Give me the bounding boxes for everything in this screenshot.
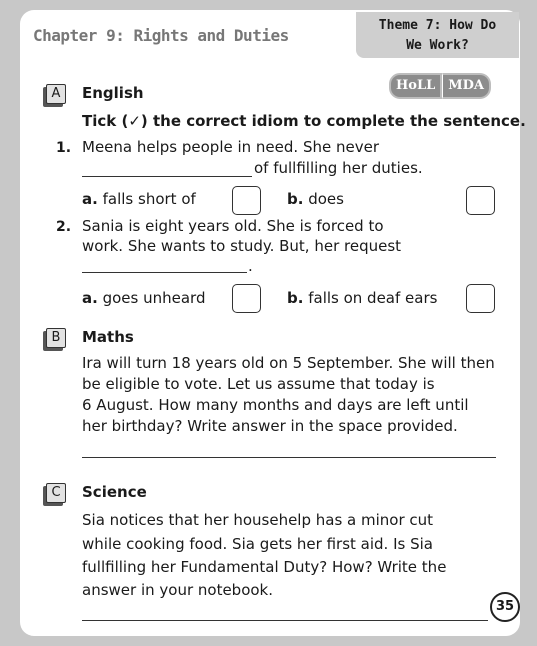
section-b-line-4: her birthday? Write answer in the space provided. — [82, 417, 458, 435]
question-2-line-2: work. She wants to study. But, her request — [82, 237, 402, 255]
question-2-answer-blank — [82, 272, 247, 273]
section-a-letter: A — [46, 84, 66, 104]
section-b-letter: B — [46, 328, 66, 348]
option-b-text: falls on deaf ears — [308, 289, 438, 307]
option-b-letter: b. — [287, 289, 304, 307]
option-a-letter: a. — [82, 190, 98, 208]
section-b-line-1: Ira will turn 18 years old on 5 September. She will then — [82, 354, 495, 372]
section-b-line-3: 6 August. How many months and days are left until — [82, 396, 469, 414]
section-c-title: Science — [82, 483, 147, 501]
holl-badge: HoLL — [389, 73, 442, 99]
question-2-option-a — [82, 289, 206, 307]
question-2-option-b-checkbox[interactable] — [466, 284, 495, 313]
section-c-line-4: answer in your notebook. — [82, 581, 274, 599]
option-b-letter: b. — [287, 190, 304, 208]
question-1-number: 1. — [56, 140, 72, 156]
section-a-instruction: Tick (✓) the correct idiom to complete the sentence. — [82, 112, 526, 130]
section-c-answer-line — [82, 620, 488, 621]
question-1-option-a-checkbox[interactable] — [232, 186, 261, 215]
option-a-text: falls short of — [102, 190, 196, 208]
mda-badge: MDA — [442, 73, 491, 99]
question-1-option-a — [82, 190, 196, 208]
theme-line-1: Theme 7: How Do — [378, 18, 497, 33]
section-c-letter: C — [46, 483, 66, 503]
question-1-line-1: Meena helps people in need. She never — [82, 138, 379, 156]
question-1-answer-blank — [82, 176, 252, 177]
section-b-title: Maths — [82, 328, 134, 346]
question-1-option-b — [287, 190, 344, 208]
option-a-letter: a. — [82, 289, 98, 307]
option-a-text: goes unheard — [102, 289, 206, 307]
theme-line-2: We Work? — [406, 38, 469, 53]
section-a-title: English — [82, 84, 144, 102]
badge-group — [389, 73, 491, 99]
question-2-line-3: . — [248, 257, 253, 275]
question-2-line-1: Sania is eight years old. She is forced to — [82, 217, 384, 235]
section-b-line-2: be eligible to vote. Let us assume that today is — [82, 375, 435, 393]
question-2-option-a-checkbox[interactable] — [232, 284, 261, 313]
question-1-line-2: of fullfilling her duties. — [254, 159, 423, 177]
section-b-answer-line — [82, 457, 496, 458]
question-1-option-b-checkbox[interactable] — [466, 186, 495, 215]
question-2-number: 2. — [56, 219, 72, 235]
theme-label — [356, 12, 519, 58]
chapter-title: Chapter 9: Rights and Duties — [33, 26, 289, 45]
section-c-line-2: while cooking food. Sia gets her first aid. Is Sia — [82, 535, 433, 553]
section-c-line-1: Sia notices that her househelp has a minor cut — [82, 511, 434, 529]
page-number: 35 — [490, 592, 520, 622]
question-2-option-b — [287, 289, 437, 307]
option-b-text: does — [308, 190, 344, 208]
section-c-line-3: fullfilling her Fundamental Duty? How? Write the — [82, 558, 447, 576]
